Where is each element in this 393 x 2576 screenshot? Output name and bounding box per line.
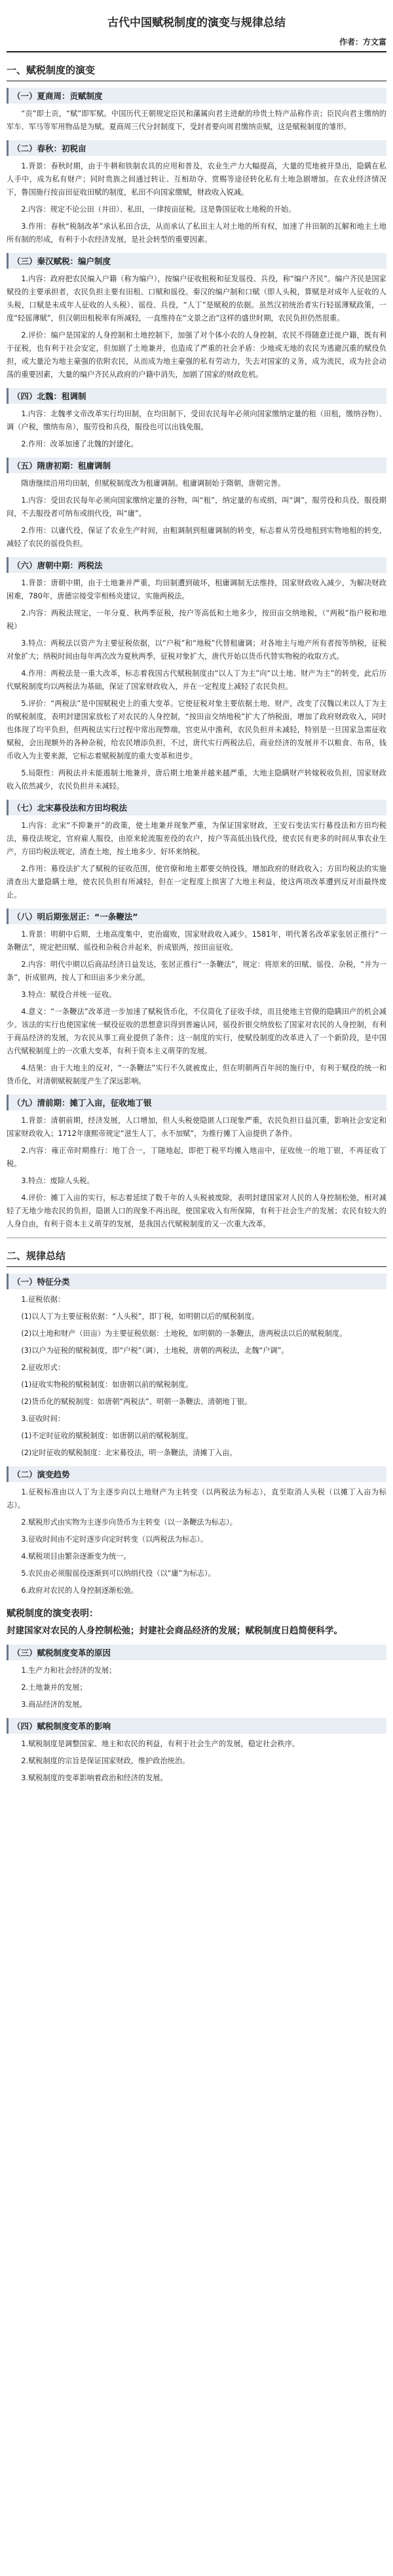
paragraph: 5.局限性：两税法并未能遏制土地兼并，唐后期土地兼并越来越严重，大地主隐瞒财产转嫁税收负担，国家财政收入依然减少，农民负担并未减轻。 (7, 769, 386, 790)
paragraph: 隋唐继续沿用均田制，但赋税制度改为租庸调制。租庸调制始于隋朝，唐朝完善。 (21, 479, 286, 488)
section-heading: （五）隋唐初期：租庸调制 (7, 458, 386, 473)
section-heading: （二）春秋：初税亩 (7, 140, 386, 156)
paragraph: “贡”即土贡，“赋”即军赋。中国历代王朝规定臣民和藩属向君主进献的珍贵土特产品称作贡；臣民向君主缴纳的军车、军马等军用物品是为赋。夏商周三代分封制度下，受封者要向周君缴纳贡赋，这是赋税制度的雏形。 (7, 109, 386, 131)
summary-lead: 封建国家对农民的人身控制松弛；封建社会商品经济的发展；赋税制度日趋简便科学。 (7, 1626, 343, 1636)
paragraph: (2)货币化的赋税制度：如唐朝“两税法”、明朝一条鞭法、清朝地丁银。 (21, 1397, 252, 1406)
section-heading: （九）清前期：摊丁入亩，征收地丁银 (7, 1095, 386, 1110)
paragraph: 3.特点：赋役合并统一征收。 (21, 990, 117, 999)
paragraph: 1.内容：政府把农民编入户籍（称为编户），按编户征收租税和征发徭役、兵役，称“编户齐民”。编户齐民是国家赋役的主要承担者，农民负担主要有田租、口赋和徭役。秦汉的编户制和口赋（即人头税，算赋是对成年人征收的人头税，口赋是未成年人征收的人头税）、徭役、兵役，“人丁”是赋税的依据。虽然汉初统治者实行轻徭薄赋政策，一度“轻徭薄赋”，但汉朝田租税率有所减轻，一直维持在“文景之治”这样的盛世时期，农民负担仍然很重。 (7, 275, 386, 322)
summary-title: 赋税制度的演变表明： (7, 1609, 98, 1619)
paragraph: 5.农民由必须服徭役逐渐到可以纳绢代役（以“庸”为标志）。 (21, 1569, 215, 1578)
paragraph: 3.特点：两税法以资产为主要征税依据，以“户税”和“地税”代替租庸调；对各地主与地产所有者按等纳税，征税对象扩大；纳税时间由每年两次改为夏秋两季，征税对象扩大，唐代开始以货币代替实物税的收取方式。 (7, 639, 386, 661)
paragraph: 2.赋税形式由实物为主逐步向货币为主转变（以一条鞭法为标志）。 (21, 1518, 237, 1527)
part2-divider (7, 1266, 386, 1267)
part2-heading: 二、规律总结 (7, 1250, 66, 1262)
paragraph: 1.背景：清朝前期，经济发展，人口增加，但人头税使隐匿人口现象严重，农民负担日益沉重，影响社会安定和国家财政收入；1712年康熙帝规定“滋生人丁，永不加赋”，为推行摊丁入亩提供了条件。 (7, 1116, 386, 1138)
author-line: 作者：方文富 (339, 37, 386, 47)
part2-after-body (7, 1645, 386, 1785)
paragraph: 4.意义：“一条鞭法”改革进一步加速了赋税货币化，不仅简化了征收手续，而且使地主官僚的隐瞒田产的机会减少。该法的实行也使国家统一赋役征收的思想意识得到普遍认同，徭役折银交纳放松了国家对农民的人身控制，有利于商品经济的发展，为农民从事工商业提供了条件；这一制度的实行，使赋役制度的改革进入了一个新阶段，是中国古代赋税制度上的一次重大变革，有利于资本主义萌芽的发展。 (7, 1007, 386, 1055)
section-heading: （三）秦汉赋税：编户制度 (7, 253, 386, 269)
page-title: 古代中国赋税制度的演变与规律总结 (107, 16, 286, 29)
paragraph: 2.作用：以庸代役，保证了农业生产时间，由粗调制到租庸调制的转变，标志着从劳役地租到实物地租的转变，减轻了农民的徭役负担。 (7, 526, 386, 548)
paragraph: (3)以户为征税的赋税制度，即“户税”（调），土地税，唐朝的两税法，北魏“户调”。 (21, 1346, 289, 1355)
paragraph: 3.作用：春秋“税制改革”承认私田合法，从而承认了私田主人对土地的所有权，加速了井田制的瓦解和地主土地所有制的形成，有利于小农经济发展，是社会转型的重要因素。 (7, 222, 386, 244)
paragraph: 1.背景：明朝中后期，土地高度集中，吏治腐败，国家财政收入减少。1581年，明代著名改革家张居正推行“一条鞭法”，规定把田赋、徭役和杂税合并起来，折成银两，按田亩征收。 (7, 930, 386, 952)
paragraph: 1.征税标准由以人丁为主逐步向以土地财产为主转变（以两税法为标志），直至取消人头税（以摊丁入亩为标志）。 (7, 1488, 386, 1510)
paragraph: 1.生产力和社会经济的发展； (21, 1666, 117, 1675)
paragraph: (1)不定时征收的赋税制度：如唐朝以前的赋税制度。 (21, 1432, 193, 1440)
paragraph: 2.内容：雍正帝时期推行：地丁合一，丁随地起，即把丁税平均摊入地亩中，征收统一的地丁银，不再征收丁税。 (7, 1146, 386, 1168)
paragraph: 2.内容：规定不论公田（井田）、私田，一律按亩征税。这是鲁国征收土地税的开始。 (21, 205, 296, 214)
paragraph: 3.商品经济的发展。 (21, 1700, 87, 1709)
section-heading: （二）演变趋势 (7, 1466, 386, 1482)
part1-heading: 一、赋税制度的演变 (7, 64, 96, 76)
paragraph: 1.内容：北宋“不抑兼并”的政策，使土地兼并现象严重，为保证国家财政，王安石变法实行募役法和方田均税法，募役法规定，官府雇人服役，由原来轮流服差役的农户，按户等高低出钱代役，使农民有更多的时间从事农业生产，方田均税法规定，清查土地，按土地多少、好坏来纳税。 (7, 821, 386, 856)
paragraph: 3.征收时间： (21, 1415, 66, 1423)
paragraph: 3.赋税制度的变革影响着政治和经济的发展。 (21, 1774, 168, 1782)
paragraph: 6.政府对农民的人身控制逐渐松弛。 (21, 1586, 138, 1595)
paragraph: (2)以土地和财产（田亩）为主要征税依据：土地税，如明朝的一条鞭法，唐两税法以后的赋税制度。 (21, 1329, 347, 1338)
part1-body (7, 88, 386, 1231)
paragraph: 2.作用：募役法扩大了赋税的征收范围，使官僚和地主都要交纳役钱，增加政府的财政收入；方田均税法的实施清查出大量隐瞒土地，使农民负担有所减轻，但在一定程度上损害了大地主利益，使这两项改革遭到反对而最终废止。 (7, 865, 386, 899)
paragraph: 3.征收时间由不定时逐步向定时转变（以两税法为标志）。 (21, 1535, 208, 1544)
paragraph: 1.背景：唐朝中期，由于土地兼并严重，均田制遭到破坏，租庸调制无法维持，国家财政收入减少，为解决财政困难，780年，唐德宗接受宰相杨炎建议，实施两税法。 (7, 579, 386, 600)
paragraph: (1)以人丁为主要征税依据：“人头税”，即丁税，如明朝以后的赋税制度。 (21, 1312, 259, 1321)
paragraph: 2.征收形式： (21, 1363, 66, 1372)
paragraph: 4.作用：两税法是一重大改革，标志着我国古代赋税制度由“以人丁为主”向“以土地、财产为主”的转变，此后历代赋税制度均以两税法为基础，保证了国家财政收入，并在一定程度上减轻了农民负担。 (7, 669, 386, 691)
paragraph: 4.赋税项目由繁杂逐渐变为统一。 (21, 1552, 131, 1561)
paragraph: 1.征税依据： (21, 1295, 66, 1304)
title-divider (7, 51, 386, 52)
paragraph: (1)征收实物税的赋税制度：如唐朝以前的赋税制度。 (21, 1380, 193, 1389)
paragraph: 2.内容：两税法规定，一年分夏、秋两季征税，按户等高低和土地多少，按田亩交纳地税，（“两税”指户税和地税） (7, 609, 386, 631)
paragraph: (2)定时征收的赋税制度：北宋募役法，明一条鞭法，清摊丁入亩。 (21, 1449, 237, 1457)
part2-body (7, 1274, 386, 1597)
section-heading: （八）明后期张居正：“一条鞭法” (7, 908, 386, 924)
section-heading: （七）北宋募役法和方田均税法 (7, 800, 386, 815)
section-heading: （六）唐朝中期：两税法 (7, 557, 386, 573)
paragraph: 2.土地兼并的发展； (21, 1683, 87, 1692)
paragraph: 1.内容：受田农民每年必须向国家缴纳定量的谷物，叫“租”，纳定量的布或绢，叫“调”，服劳役和兵役，服役期间，不去服役者可纳布或绢代役，叫“庸”。 (7, 496, 386, 518)
paragraph: 2.赋税制度的宗旨是保证国家财政，维护政治统治。 (21, 1757, 190, 1765)
section-heading: （四）北魏：租调制 (7, 388, 386, 404)
section-heading: （一）特征分类 (7, 1274, 386, 1289)
paragraph: 3.特点：废除人头税。 (21, 1177, 94, 1185)
paragraph: 2.评价：编户是国家的人身控制和土地控制下，加强了对个体小农的人身控制，农民不得随意迁徙户籍，既有利于征税，也有利于社会安定，但加剧了土地兼并，也造成了严重的社会矛盾：少地或无地的农民为逃避沉重的赋役负担，或大量沦为地主豪强的依附农民，从而成为地主豪强的私有劳动力，失去对国家的义务，成为流民，成为社会动荡的重要因素，大量的编户齐民从政府的户籍中消失，加剧了国家的财政危机。 (7, 331, 386, 379)
paragraph: 2.内容：明代中期以后商品经济日益发达，张居正推行“一条鞭法”，规定：将原来的田赋、徭役、杂税，“并为一条”，折成银两，按人丁和田亩多少来分派。 (7, 960, 386, 982)
paragraph: 2.作用：改革加速了北魏的封建化。 (21, 440, 138, 448)
paragraph: 1.背景：春秋时期，由于牛耕和铁制农具的应用和普及，农业生产力大幅提高，大量的荒地被开垦出，隐瞒在私人手中，成为私有财产；同时贵族之间通过转让、互相劫夺、赏赐等途径转化私有土地急剧增加。在农业经济情况下，鲁国施行按亩田征收田赋的制度，私田不向国家缴赋，财政收入锐减。 (7, 162, 386, 197)
paragraph: 4.评价：摊丁入亩的实行，标志着延续了数千年的人头税被废除，表明封建国家对人民的人身控制松弛，相对减轻了无地少地农民的负担，隐匿人口的现象不再出现，使国家收入有所保障，有利于社会生产的发展；农民有较大的人身自由，有利于资本主义萌芽的发展，是我国古代赋税制度的又一次重大改革。 (7, 1194, 386, 1228)
section-heading: （三）赋税制度变革的原因 (7, 1645, 386, 1660)
section-heading: （四）赋税制度变革的影响 (7, 1718, 386, 1734)
paragraph: 1.赋税制度是调整国家、地主和农民的利益，有利于社会生产的发展，稳定社会秩序。 (21, 1740, 300, 1748)
section-heading: （一）夏商周：贡赋制度 (7, 88, 386, 104)
paragraph: 4.结果：由于大地主的反对，“一条鞭法”实行不久就被废止，但在明朝两百年间的施行中，有利于赋役的统一和货币化，对清朝赋税制度产生了深远影响。 (7, 1064, 386, 1085)
paragraph: 5.评价：“两税法”是中国赋税史上的重大变革。它使征税对象主要依据土地、财产，改变了汉魏以来以人丁为主的赋税制度，表明封建国家放松了对农民的人身控制，“按田亩交纳地税”扩大了纳税面，增加了政府财政收入，同时也体现了均平负担，但两税法实行过程中常出现弊端，官吏从中渔利，农民负担并未减轻，特别是一旦国家急需征收赋税，会出现额外的各种杂税，给农民增添负担，不过，唐代实行两税法后，商业经济的发展并不以粮食、布帛，钱币收入为主要来源，它标志着赋税制度的重大变革和进步。 (7, 699, 386, 760)
paragraph: 1.内容：北魏孝文帝改革实行均田制，在均田制下，受田农民每年必须向国家缴纳定量的租（田租，缴纳谷物）、调（户税，缴纳布帛），服劳役和兵役，服役也可以出钱免服。 (7, 410, 386, 431)
